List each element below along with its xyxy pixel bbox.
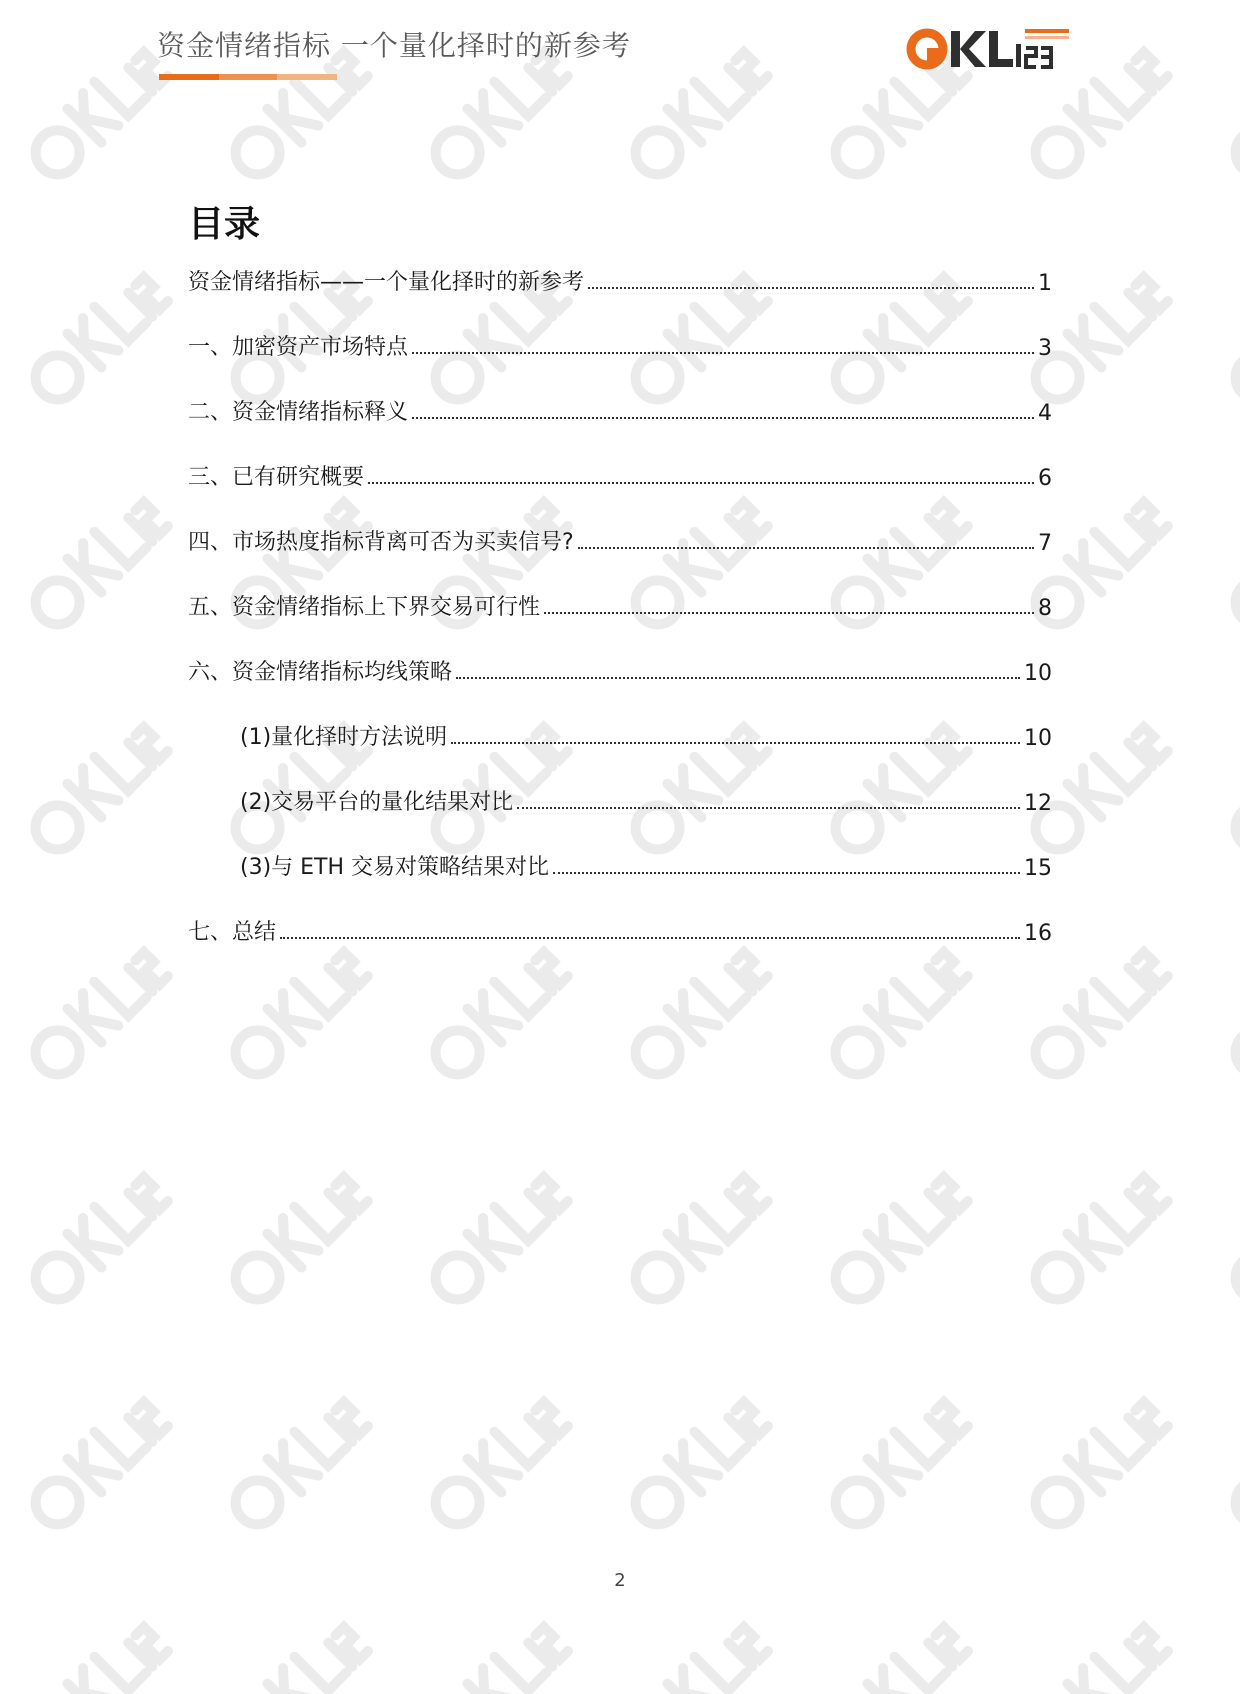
toc-entry-label: 资金情绪指标——一个量化择时的新参考 — [188, 270, 585, 295]
toc-leader-dots — [517, 807, 1020, 809]
toc-entry[interactable] — [188, 327, 1052, 361]
toc-leader-dots — [588, 287, 1034, 289]
toc-leader-dots — [368, 482, 1034, 484]
toc-entry-page: 16 — [1024, 921, 1052, 946]
toc-entry-page: 10 — [1024, 726, 1052, 751]
toc-leader-dots — [553, 872, 1020, 874]
toc-entry[interactable] — [188, 912, 1052, 946]
toc-entry-label: (3)与 ETH 交易对策略结果对比 — [240, 855, 550, 880]
toc-entry[interactable] — [188, 457, 1052, 491]
toc-entry-page: 8 — [1038, 596, 1052, 621]
toc-leader-dots — [412, 352, 1034, 354]
toc-entry-page: 15 — [1024, 856, 1052, 881]
toc-entry-page: 6 — [1038, 466, 1052, 491]
toc-entry-page: 1 — [1038, 271, 1052, 296]
accent-rule-segment — [277, 74, 337, 80]
toc-entry[interactable] — [188, 587, 1052, 621]
toc-entry-label: 三、已有研究概要 — [188, 465, 365, 490]
toc-entry[interactable] — [188, 522, 1052, 556]
toc-entry[interactable] — [188, 652, 1052, 686]
qkl123-logo — [905, 26, 1071, 72]
accent-rule-segment — [159, 74, 219, 80]
toc-entry[interactable] — [188, 262, 1052, 296]
header-title: 资金情绪指标 一个量化择时的新参考 — [157, 29, 631, 62]
toc-entry-page: 3 — [1038, 336, 1052, 361]
toc-subentry[interactable] — [188, 717, 1052, 751]
toc-entry-label: 一、加密资产市场特点 — [188, 335, 409, 360]
toc-leader-dots — [280, 937, 1020, 939]
toc-leader-dots — [412, 417, 1034, 419]
toc-entry-label: 四、市场热度指标背离可否为买卖信号? — [188, 530, 574, 555]
accent-rule-segment — [219, 74, 277, 80]
toc-entry[interactable] — [188, 392, 1052, 426]
toc-entry-page: 12 — [1024, 791, 1052, 816]
toc-leader-dots — [451, 742, 1020, 744]
toc-entry-page: 7 — [1038, 531, 1052, 556]
toc-entry-page: 4 — [1038, 401, 1052, 426]
header-accent-rule — [159, 74, 337, 80]
toc-entry-label: (1)量化择时方法说明 — [240, 725, 448, 750]
toc-entry-label: 二、资金情绪指标释义 — [188, 400, 409, 425]
toc-leader-dots — [456, 677, 1020, 679]
toc-heading: 目录 — [188, 204, 261, 245]
toc-entry-label: 七、总结 — [188, 920, 277, 945]
page-number: 2 — [614, 1570, 626, 1591]
toc-subentry[interactable] — [188, 782, 1052, 816]
toc-entry-page: 10 — [1024, 661, 1052, 686]
toc-entry-label: (2)交易平台的量化结果对比 — [240, 790, 514, 815]
toc-subentry[interactable] — [188, 847, 1052, 881]
toc-entry-label: 六、资金情绪指标均线策略 — [188, 660, 453, 685]
toc-leader-dots — [544, 612, 1034, 614]
toc-leader-dots — [578, 547, 1034, 549]
toc-entry-label: 五、资金情绪指标上下界交易可行性 — [188, 595, 541, 620]
